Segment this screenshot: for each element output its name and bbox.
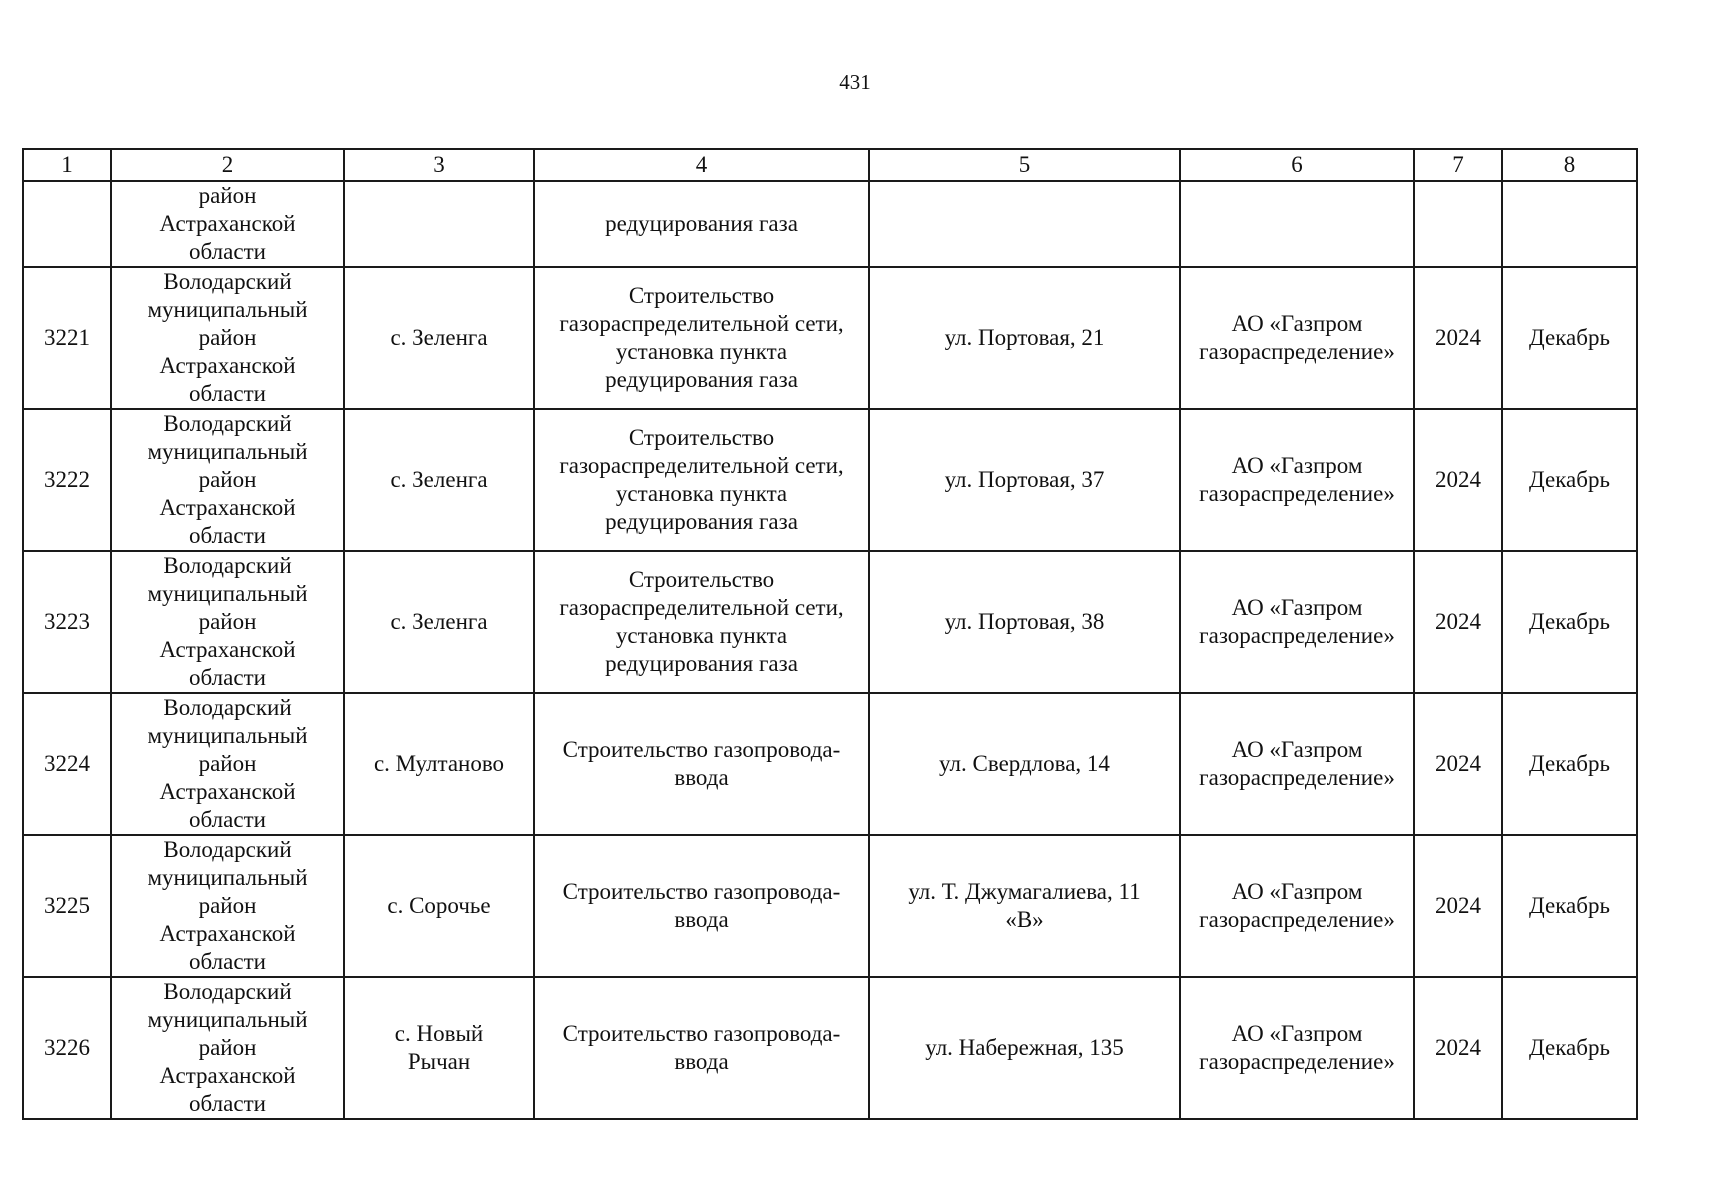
district-line: Володарский (163, 979, 292, 1004)
cell-district (111, 835, 344, 977)
works-line: редуцирования газа (605, 651, 798, 676)
district-line: район (198, 325, 257, 350)
district-line: Астраханской (159, 779, 296, 804)
table-row-continuation (23, 181, 1637, 267)
works-line: установка пункта (615, 481, 788, 506)
cell-month (1502, 551, 1637, 693)
cell-company (1180, 551, 1414, 693)
cell-address (869, 181, 1180, 267)
cell-works (534, 693, 869, 835)
company-line: АО «Газпром (1231, 311, 1363, 336)
cell-num (23, 409, 111, 551)
header-col-5: 5 (869, 149, 1180, 181)
cell-year (1414, 835, 1502, 977)
year-line: 2024 (1435, 893, 1481, 918)
month-line: Декабрь (1529, 609, 1610, 634)
address-line: ул. Портовая, 21 (944, 325, 1105, 350)
year-line: 2024 (1435, 467, 1481, 492)
works-line: редуцирования газа (605, 367, 798, 392)
works-line: установка пункта (615, 623, 788, 648)
company-line: газораспределение» (1199, 481, 1395, 506)
settlement-line: с. Зеленга (390, 467, 488, 492)
num-line: 3221 (44, 325, 90, 350)
cell-settlement (344, 267, 534, 409)
company-line: АО «Газпром (1231, 879, 1363, 904)
cell-num (23, 835, 111, 977)
month-line: Декабрь (1529, 751, 1610, 776)
district-line: район (198, 893, 257, 918)
header-row (23, 149, 1637, 181)
cell-month (1502, 835, 1637, 977)
district-line: Володарский (163, 411, 292, 436)
month-line: Декабрь (1529, 325, 1610, 350)
header-col-1: 1 (23, 149, 111, 181)
works-line: ввода (674, 907, 729, 932)
table-row (23, 835, 1637, 977)
cell-company (1180, 977, 1414, 1119)
district-line: муниципальный (147, 581, 308, 606)
district-line: области (189, 239, 266, 264)
works-line: редуцирования газа (605, 509, 798, 534)
settlement-line: с. Зеленга (390, 325, 488, 350)
num-line: 3223 (44, 609, 90, 634)
table-row (23, 977, 1637, 1119)
cell-settlement (344, 977, 534, 1119)
cell-year (1414, 977, 1502, 1119)
cell-settlement (344, 693, 534, 835)
cell-district (111, 551, 344, 693)
district-line: области (189, 381, 266, 406)
settlement-line: с. Зеленга (390, 609, 488, 634)
district-line: области (189, 949, 266, 974)
cell-year (1414, 693, 1502, 835)
num-line: 3222 (44, 467, 90, 492)
cell-num (23, 181, 111, 267)
district-line: Астраханской (159, 495, 296, 520)
cell-year (1414, 551, 1502, 693)
year-line: 2024 (1435, 1035, 1481, 1060)
header-col-4: 4 (534, 149, 869, 181)
cell-district (111, 409, 344, 551)
cell-district (111, 977, 344, 1119)
district-line: район (198, 609, 257, 634)
cell-works (534, 409, 869, 551)
works-line: ввода (674, 1049, 729, 1074)
table-body (23, 181, 1637, 1119)
settlement-line: с. Сорочье (387, 893, 491, 918)
works-line: установка пункта (615, 339, 788, 364)
cell-works (534, 977, 869, 1119)
district-line: муниципальный (147, 723, 308, 748)
header-col-8: 8 (1502, 149, 1637, 181)
address-line: ул. Т. Джумагалиева, 11 (908, 879, 1141, 904)
cell-year (1414, 267, 1502, 409)
works-line: Строительство (628, 283, 775, 308)
district-line: район (198, 751, 257, 776)
works-line: редуцирования газа (605, 211, 798, 236)
year-line: 2024 (1435, 325, 1481, 350)
address-line: ул. Свердлова, 14 (939, 751, 1110, 776)
company-line: газораспределение» (1199, 339, 1395, 364)
cell-month (1502, 181, 1637, 267)
num-line: 3224 (44, 751, 90, 776)
cell-address (869, 267, 1180, 409)
cell-month (1502, 267, 1637, 409)
cell-year (1414, 181, 1502, 267)
district-line: Володарский (163, 695, 292, 720)
works-line: Строительство (628, 567, 775, 592)
district-line: муниципальный (147, 865, 308, 890)
district-line: Астраханской (159, 637, 296, 662)
cell-address (869, 409, 1180, 551)
cell-year (1414, 409, 1502, 551)
cell-works (534, 835, 869, 977)
district-line: район (198, 1035, 257, 1060)
cell-address (869, 551, 1180, 693)
address-line: ул. Портовая, 38 (944, 609, 1105, 634)
cell-settlement (344, 409, 534, 551)
works-line: газораспределительной сети, (559, 311, 844, 336)
month-line: Декабрь (1529, 467, 1610, 492)
cell-district (111, 267, 344, 409)
works-line: ввода (674, 765, 729, 790)
district-line: муниципальный (147, 439, 308, 464)
cell-company (1180, 409, 1414, 551)
month-line: Декабрь (1529, 1035, 1610, 1060)
district-line: области (189, 1091, 266, 1116)
company-line: газораспределение» (1199, 907, 1395, 932)
district-line: Астраханской (159, 921, 296, 946)
district-line: области (189, 523, 266, 548)
header-col-6: 6 (1180, 149, 1414, 181)
works-line: Строительство газопровода- (562, 737, 841, 762)
table-header (23, 149, 1637, 181)
company-line: АО «Газпром (1231, 453, 1363, 478)
cell-company (1180, 267, 1414, 409)
num-line: 3225 (44, 893, 90, 918)
cell-district (111, 693, 344, 835)
company-line: газораспределение» (1199, 623, 1395, 648)
cell-company (1180, 835, 1414, 977)
settlement-line: с. Мултаново (373, 751, 505, 776)
works-line: газораспределительной сети, (559, 453, 844, 478)
cell-works (534, 181, 869, 267)
district-line: Володарский (163, 269, 292, 294)
cell-works (534, 551, 869, 693)
works-line: Строительство (628, 425, 775, 450)
cell-month (1502, 977, 1637, 1119)
table-row (23, 551, 1637, 693)
cell-district (111, 181, 344, 267)
district-line: муниципальный (147, 297, 308, 322)
cell-num (23, 693, 111, 835)
cell-works (534, 267, 869, 409)
cell-settlement (344, 181, 534, 267)
district-line: Астраханской (159, 211, 296, 236)
header-col-2: 2 (111, 149, 344, 181)
cell-company (1180, 693, 1414, 835)
company-line: АО «Газпром (1231, 1021, 1363, 1046)
works-line: Строительство газопровода- (562, 879, 841, 904)
company-line: газораспределение» (1199, 765, 1395, 790)
cell-address (869, 693, 1180, 835)
company-line: газораспределение» (1199, 1049, 1395, 1074)
table-row (23, 267, 1637, 409)
year-line: 2024 (1435, 609, 1481, 634)
num-line: 3226 (44, 1035, 90, 1060)
cell-num (23, 267, 111, 409)
works-table (22, 148, 1638, 1120)
district-line: Астраханской (159, 353, 296, 378)
settlement-line: Рычан (407, 1049, 471, 1074)
month-line: Декабрь (1529, 893, 1610, 918)
cell-address (869, 977, 1180, 1119)
cell-settlement (344, 835, 534, 977)
header-col-7: 7 (1414, 149, 1502, 181)
district-line: области (189, 665, 266, 690)
district-line: район (198, 467, 257, 492)
district-line: Володарский (163, 553, 292, 578)
cell-company (1180, 181, 1414, 267)
district-line: район (198, 183, 257, 208)
district-line: области (189, 807, 266, 832)
address-line: ул. Портовая, 37 (944, 467, 1105, 492)
district-line: муниципальный (147, 1007, 308, 1032)
cell-month (1502, 693, 1637, 835)
cell-num (23, 551, 111, 693)
table-row (23, 409, 1637, 551)
table-row (23, 693, 1637, 835)
cell-month (1502, 409, 1637, 551)
year-line: 2024 (1435, 751, 1481, 776)
company-line: АО «Газпром (1231, 737, 1363, 762)
address-line: «В» (1005, 907, 1044, 932)
address-line: ул. Набережная, 135 (925, 1035, 1124, 1060)
district-line: Володарский (163, 837, 292, 862)
district-line: Астраханской (159, 1063, 296, 1088)
cell-num (23, 977, 111, 1119)
works-line: газораспределительной сети, (559, 595, 844, 620)
works-line: Строительство газопровода- (562, 1021, 841, 1046)
page-number: 431 (839, 70, 871, 94)
cell-settlement (344, 551, 534, 693)
company-line: АО «Газпром (1231, 595, 1363, 620)
settlement-line: с. Новый (394, 1021, 484, 1046)
header-col-3: 3 (344, 149, 534, 181)
cell-address (869, 835, 1180, 977)
